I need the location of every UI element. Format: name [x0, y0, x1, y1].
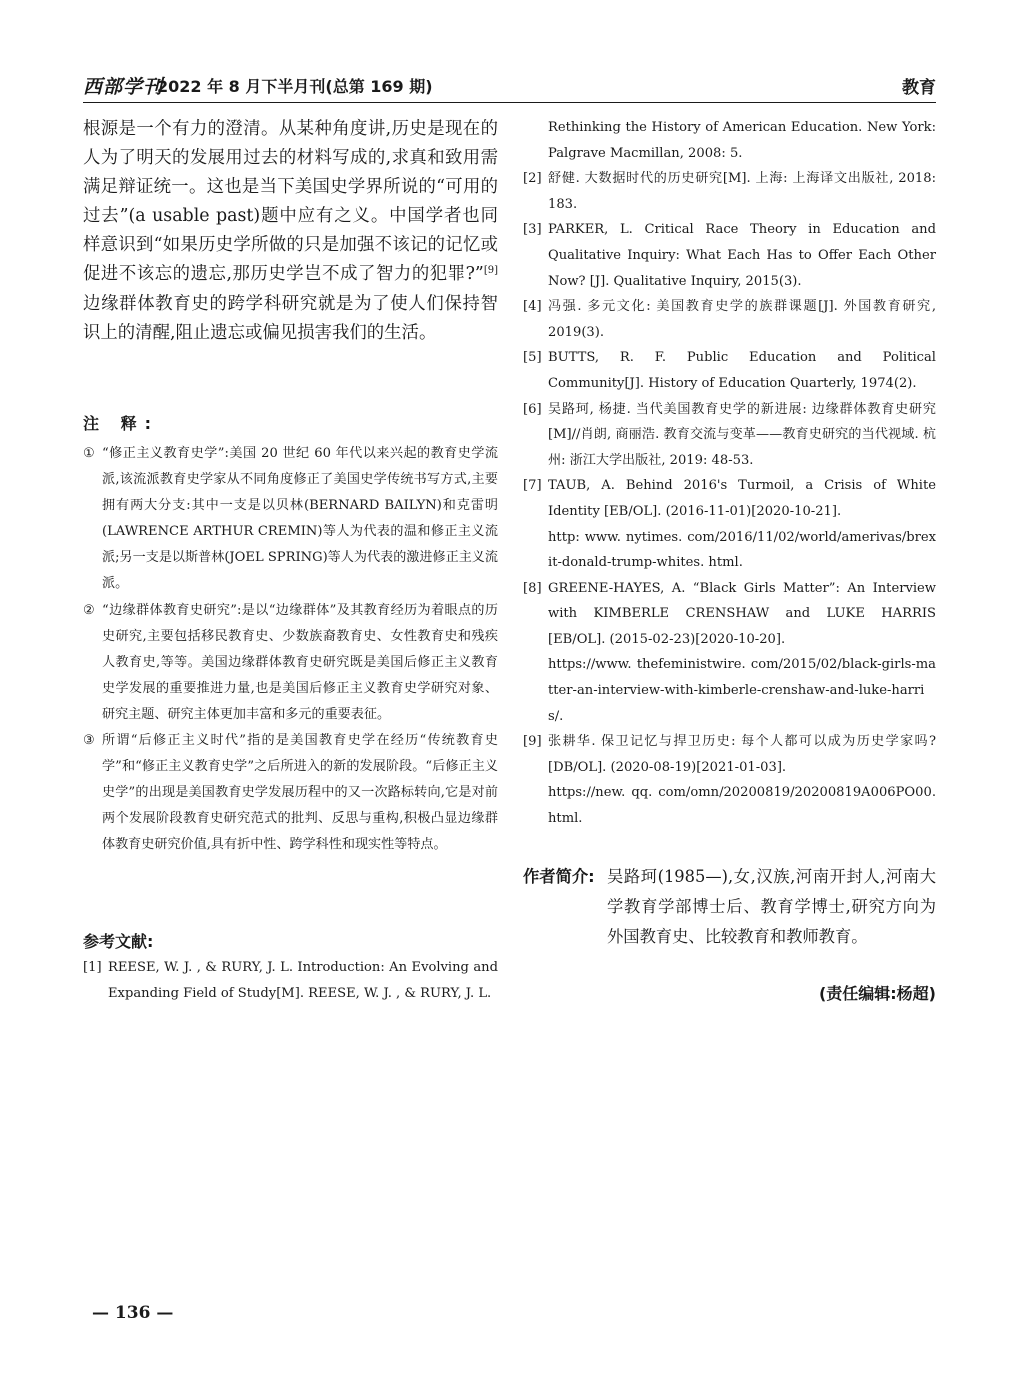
reference-text: TAUB, A. Behind 2016's Turmoil, a Crisis of White Identity [EB/OL]. (2016-11-01)[2020-10-21].: [548, 478, 936, 519]
reference-text: PARKER, L. Critical Race Theory in Education and Qualitative Inquiry: What Each Has to Offer Each Other Now? [J]. Qualitative Inquiry, 2015(3).: [548, 222, 936, 289]
reference-number: [3]: [523, 222, 542, 238]
notes-list: [83, 441, 498, 859]
reference-number: [1]: [83, 960, 102, 975]
reference-number: [8]: [523, 580, 542, 596]
issue-info: 2022 年 8 月下半月刊(总第 169 期): [157, 77, 433, 96]
author-text: 吴路珂(1985—),女,汉族,河南开封人,河南大学教育学部博士后、教育学博士,研究方向为外国教育史、比较教育和教师教育。: [607, 867, 936, 946]
reference-text: REESE, W. J. , & RURY, J. L. Introduction: An Evolving and Expanding Field of Study[M]. REESE, W. J. , & RURY, J. L.: [108, 960, 498, 1001]
left-column: [83, 115, 498, 1001]
body-text-part-1: 根源是一个有力的澄清。从某种角度讲,历史是现在的人为了明天的发展用过去的材料写成的,求真和致用需满足辩证统一。这也是当下美国史学界所说的“可用的过去”(a usable past)题中应有之义。中国学者也同样意识到“如果历史学所做的只是加强不该记的记忆或促进不该忘的遗忘,那历史学岂不成了智力的犯罪?”: [83, 119, 498, 285]
reference-item: [523, 576, 936, 730]
reference-number: [2]: [523, 171, 542, 187]
reference-item: [523, 729, 936, 831]
reference-text: 吴路珂, 杨捷. 当代美国教育史学的新进展: 边缘群体教育史研究[M]//肖朗, 商丽浩. 教育交流与变革——教育史研究的当代视域. 杭州: 浙江大学出版社, 2019: 48-53.: [548, 401, 936, 468]
author-bio: [523, 862, 936, 952]
note-text: “修正主义教育史学”:美国 20 世纪 60 年代以来兴起的教育史学流派,该流派教育史学家从不同角度修正了美国史学传统书写方式,主要拥有两大分支:其中一支是以贝林(BERNARD BAILYN)和克雷明(LAWRENCE ARTHUR CREMIN)等人为代表的温和修正主义流派;另一支是以斯普林(JOEL SPRING)等人为代表的激进修正主义流派。: [102, 446, 498, 592]
reference-item: [523, 166, 936, 217]
note-text: 所谓“后修正主义时代”指的是美国教育史学在经历“传统教育史学”和“修正主义教育史学”之后所进入的新的发展阶段。“后修正主义史学”的出现是美国教育史学发展历程中的又一次路标转向,它是对前两个发展阶段教育史研究范式的批判、反思与重构,积极凸显边缘群体教育史研究价值,具有折中性、跨学科性和现实性等特点。: [102, 733, 498, 853]
note-marker: ②: [83, 602, 95, 618]
reference-number: [6]: [523, 401, 542, 417]
reference-number: [7]: [523, 478, 542, 494]
reference-number: [4]: [523, 299, 542, 315]
note-text: “边缘群体教育史研究”:是以“边缘群体”及其教育经历为着眼点的历史研究,主要包括移民教育史、少数族裔教育史、女性教育史和残疾人教育史,等等。美国边缘群体教育史研究既是美国后修正主义教育史学发展的重要推进力量,也是美国后修正主义教育史学研究对象、研究主题、研究主体更加丰富和多元的重要表征。: [102, 602, 498, 722]
reference-text: GREENE-HAYES, A. “Black Girls Matter”: An Interview with KIMBERLE CRENSHAW and LUKE HARRIS [EB/OL]. (2015-02-23)[2020-10-20].: [548, 580, 936, 647]
journal-logo: 西部学刊: [83, 76, 164, 98]
body-paragraph: [83, 115, 498, 348]
reference-url: https://www. thefeministwire. com/2015/02/black-girls-matter-an-interview-with-kimberle-crenshaw-and-luke-harris/.: [548, 657, 936, 724]
reference-item: [523, 345, 936, 396]
note-item: [83, 441, 498, 598]
reference-number: [5]: [523, 350, 542, 366]
reference-item: [523, 473, 936, 575]
body-text-part-2: 边缘群体教育史的跨学科研究就是为了使人们保持智识上的清醒,阻止遗忘或偏见损害我们的生活。: [83, 293, 498, 343]
references-list-left: [83, 955, 498, 1006]
section-title: 教育: [902, 78, 936, 98]
reference-item: [83, 955, 498, 1006]
note-marker: ③: [83, 733, 95, 749]
reference-number: [9]: [523, 734, 542, 750]
note-marker: ①: [83, 446, 95, 461]
reference-text: BUTTS, R. F. Public Education and Political Community[J]. History of Education Quarterly, 1974(2).: [548, 350, 936, 391]
reference-text: 舒健. 大数据时代的历史研究[M]. 上海: 上海译文出版社, 2018: 183.: [548, 171, 936, 212]
reference-text: 张耕华. 保卫记忆与捍卫历史: 每个人都可以成为历史学家吗? [DB/OL]. (2020-08-19)[2021-01-03].: [548, 734, 936, 775]
notes-heading: 注 释:: [83, 414, 159, 433]
citation-superscript: [9]: [483, 265, 498, 277]
reference-item-continuation: [523, 115, 936, 166]
author-label: 作者简介:: [523, 867, 595, 886]
reference-url: https://new. qq. com/omn/20200819/20200819A006PO00. html.: [548, 785, 936, 827]
note-item: [83, 728, 498, 858]
right-column: [523, 115, 936, 1003]
reference-item: [523, 294, 936, 345]
reference-item: [523, 397, 936, 474]
reference-url: http: www. nytimes. com/2016/11/02/world/amerivas/brexit-donald-trump-whites. html.: [548, 529, 936, 571]
page-header: [83, 70, 936, 103]
reference-item: [523, 217, 936, 294]
references-heading: 参考文献:: [83, 932, 154, 951]
responsible-editor: (责任编辑:杨超): [818, 984, 936, 1003]
page-number: — 136 —: [92, 1303, 174, 1323]
reference-text: 冯强. 多元文化: 美国教育史学的族群课题[J]. 外国教育研究, 2019(3).: [548, 299, 936, 340]
reference-text: Rethinking the History of American Education. New York: Palgrave Macmillan, 2008: 5.: [548, 120, 936, 161]
note-item: [83, 598, 498, 728]
